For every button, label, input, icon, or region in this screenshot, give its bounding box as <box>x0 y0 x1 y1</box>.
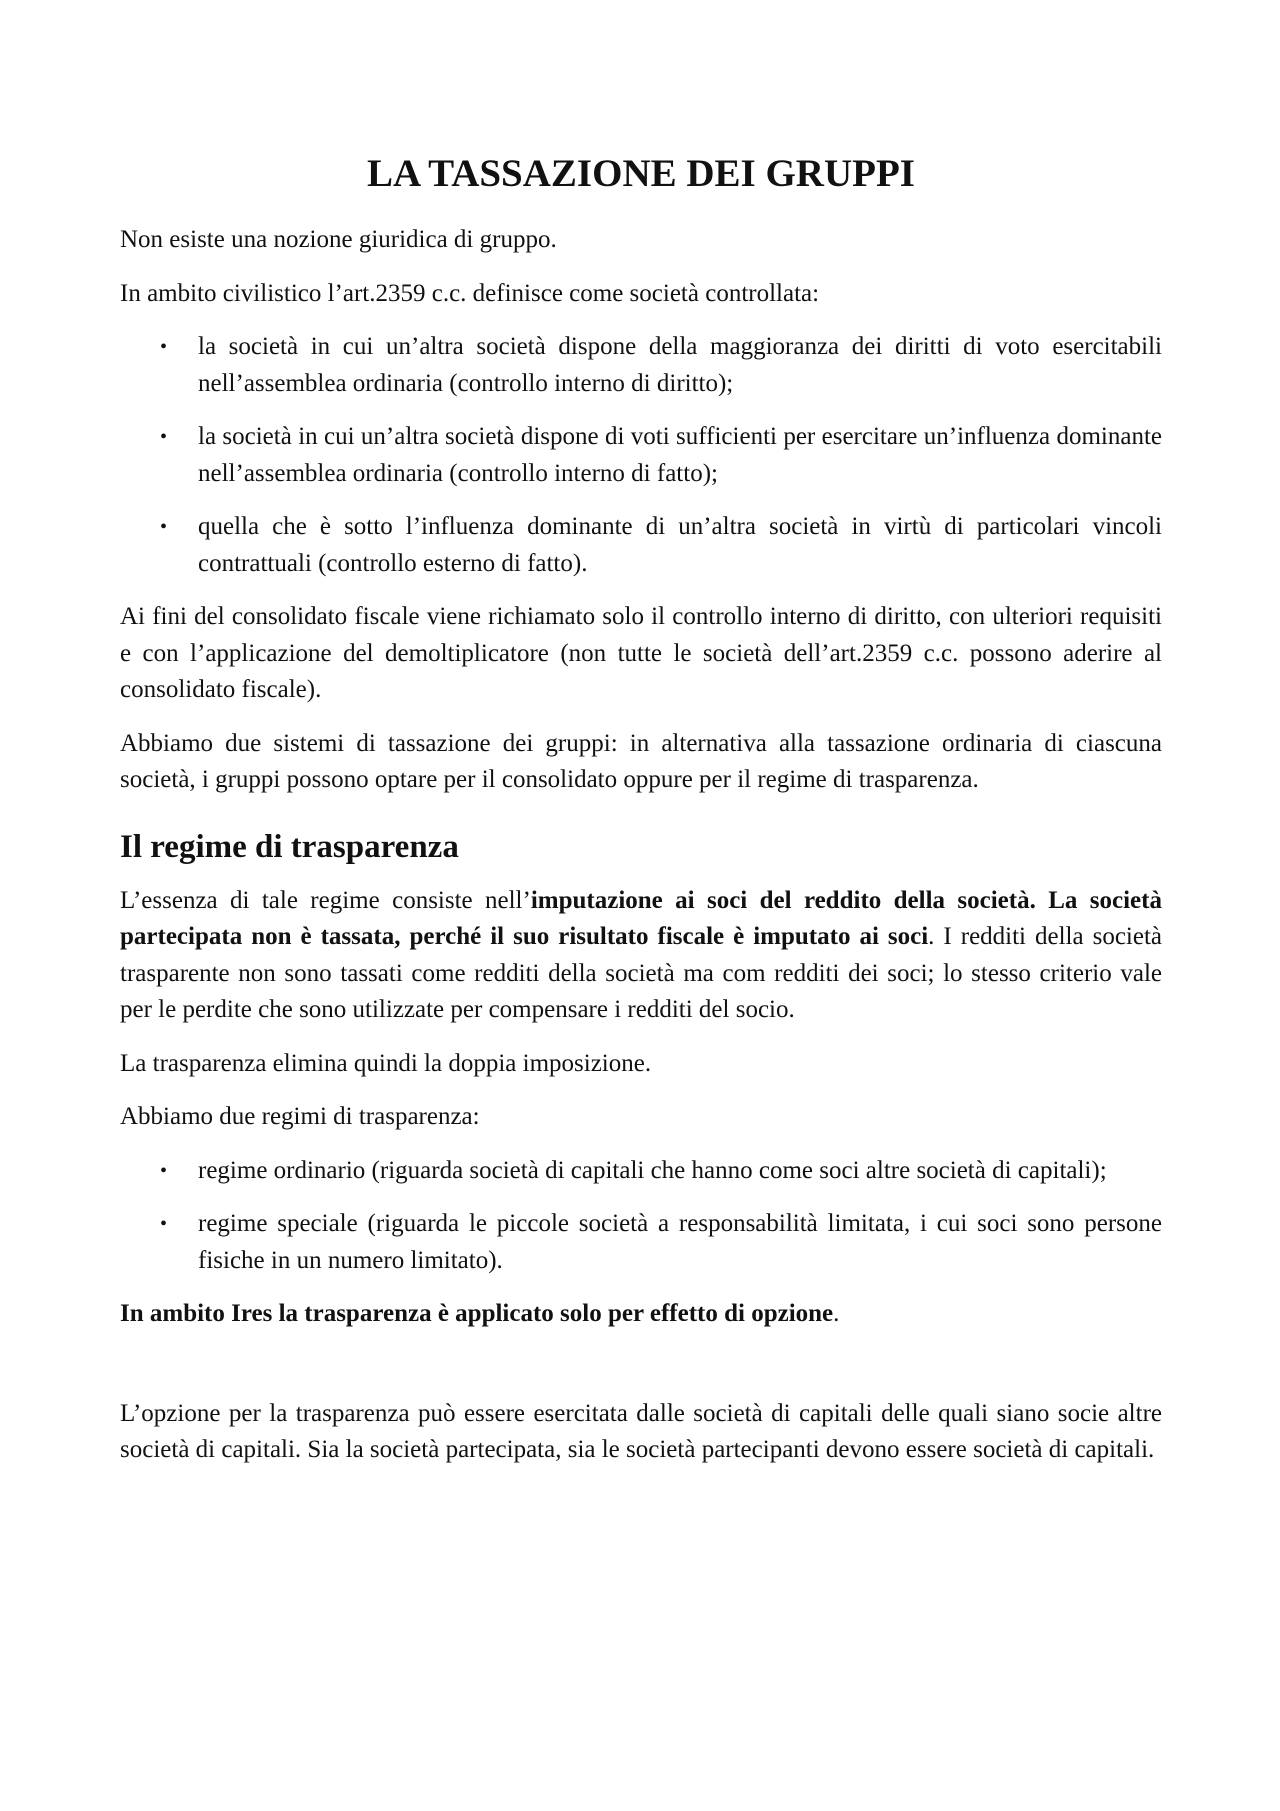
document-body <box>120 222 1162 1486</box>
paragraph-two-systems: Abbiamo due sistemi di tassazione dei gruppi: in alternativa alla tassazione ordinaria di ciascuna società, i gruppi possono optare per il consolidato oppure per il regime di trasparenza. <box>120 729 1162 793</box>
blank-line <box>120 1350 1162 1396</box>
paragraph-essence <box>120 883 1162 1029</box>
ires-bold-text: In ambito Ires la trasparenza è applicato solo per effetto di opzione <box>120 1300 834 1327</box>
bullet-icon: • <box>160 336 168 358</box>
bullet-icon: • <box>160 1159 168 1182</box>
list-item <box>120 1153 1162 1190</box>
paragraph-intro: Non esiste una nozione giuridica di gruppo. <box>120 226 557 253</box>
list-item-text: regime ordinario (riguarda società di capitali che hanno come soci altre società di capitali); <box>198 1156 1107 1184</box>
list-item <box>120 1206 1162 1279</box>
bullet-icon: • <box>160 426 168 448</box>
section-heading-transparency: Il regime di trasparenza <box>120 828 459 865</box>
controlled-company-list <box>120 329 1162 582</box>
essence-text-start: L’essenza di tale regime consiste nell’ <box>120 886 531 914</box>
essence-bold-text: imputazione ai soci del reddito della società. La società partecipata non è tassata, perché il suo risultato fiscale è imputato ai soci <box>120 886 1162 950</box>
regimes-list <box>120 1153 1162 1280</box>
paragraph-option-exercise: L’opzione per la trasparenza può essere esercitata dalle società di capitali delle quali siano socie altre società di capitali. Sia la società partecipata, sia le società partecipanti devono essere società di capitali. <box>120 1399 1162 1463</box>
paragraph-two-regimes: Abbiamo due regimi di trasparenza: <box>120 1103 480 1130</box>
list-item <box>120 419 1162 492</box>
paragraph-ires-option <box>120 1296 1162 1333</box>
list-item-text: regime speciale (riguarda le piccole società a responsabilità limitata, i cui soci sono persone fisiche in un numero limitato). <box>198 1210 1162 1274</box>
essence-text-end: . I redditi della società trasparente non sono tassati come redditi della società ma com redditi dei soci; lo stesso criterio vale per le perdite che sono utilizzate per compensare i redditi del socio. <box>120 923 1162 1023</box>
paragraph-civil-definition: In ambito civilistico l’art.2359 c.c. definisce come società controllata: <box>120 279 820 307</box>
list-item-text: quella che è sotto l’influenza dominante di un’altra società in virtù di particolari vincoli contrattuali (controllo esterno di fatto). <box>198 513 1162 577</box>
document-title: LA TASSAZIONE DEI GRUPPI <box>367 152 915 195</box>
ires-text-end: . <box>833 1300 840 1327</box>
paragraph-consolidated: Ai fini del consolidato fiscale viene richiamato solo il controllo interno di diritto, con ulteriori requisiti e con l’applicazione del demoltiplicatore (non tutte le società dell’art.2359 c.c. possono aderire al consolidato fiscale). <box>120 603 1162 703</box>
list-item <box>120 509 1162 582</box>
list-item-text: la società in cui un’altra società dispone della maggioranza dei diritti di voto esercitabili nell’assemblea ordinaria (controllo interno di diritto); <box>198 333 1162 397</box>
list-item <box>120 329 1162 402</box>
bullet-icon: • <box>160 1213 168 1235</box>
bullet-icon: • <box>160 516 168 538</box>
list-item-text: la società in cui un’altra società dispone di voti sufficienti per esercitare un’influenza dominante nell’assemblea ordinaria (controllo interno di fatto); <box>198 423 1162 487</box>
paragraph-double-taxation: La trasparenza elimina quindi la doppia imposizione. <box>120 1049 652 1077</box>
